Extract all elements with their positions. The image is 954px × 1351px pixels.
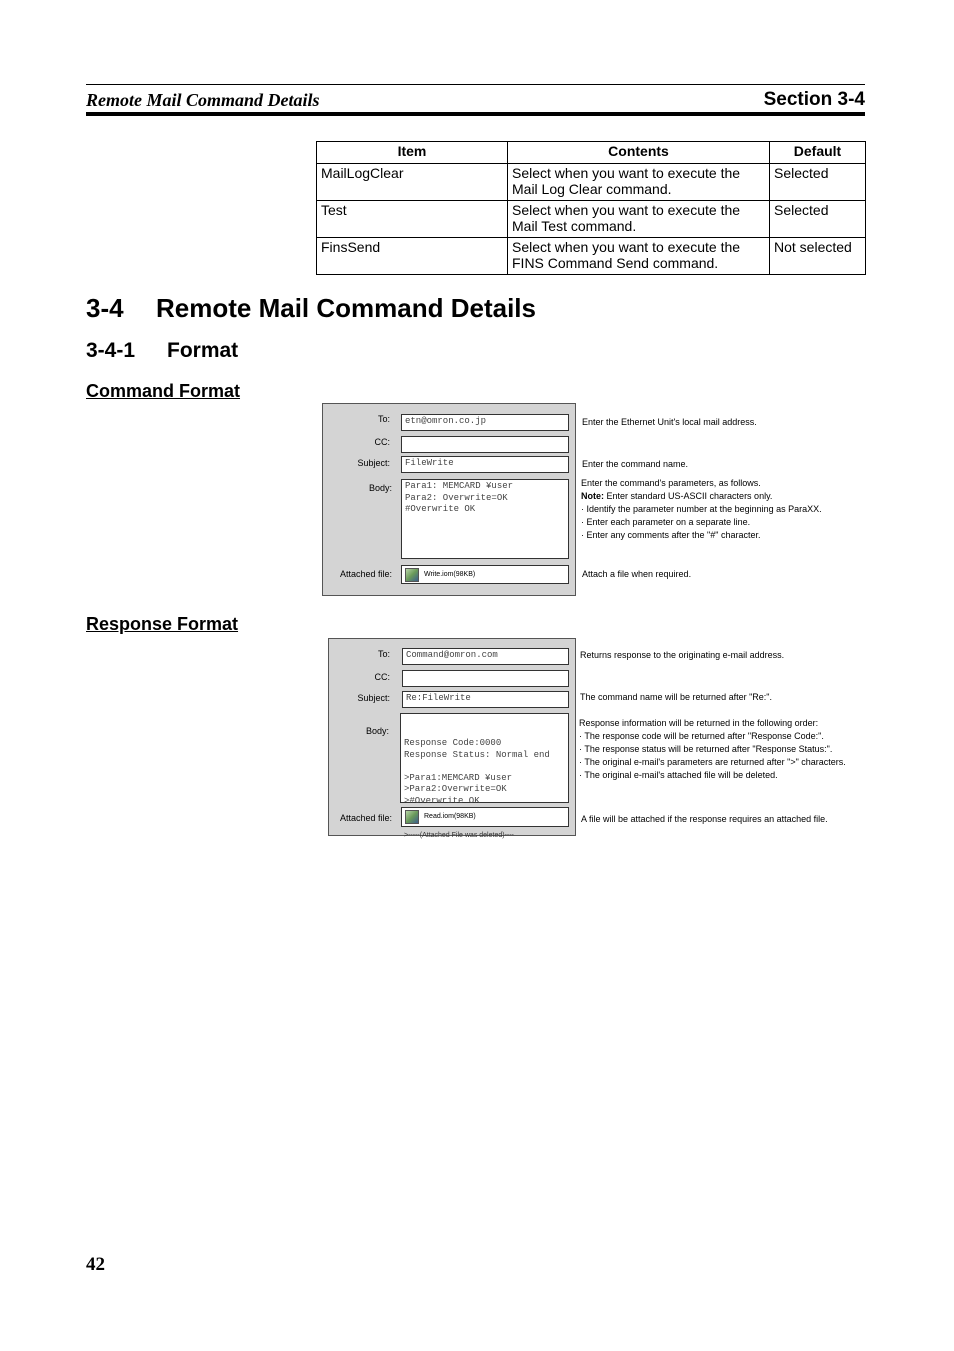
note-body-line: · Enter each parameter on a separate line.	[581, 517, 751, 527]
attached-file-name: Write.iom(98KB)	[424, 570, 476, 578]
column-header-contents: Contents	[508, 142, 770, 164]
note-body-line: Response information will be returned in the following order:	[579, 718, 819, 728]
file-icon	[405, 810, 419, 824]
column-header-item: Item	[317, 142, 508, 164]
header-rule-bottom	[86, 112, 865, 116]
subsection-number: 3-4-1	[86, 339, 136, 362]
cc-label: CC:	[374, 672, 390, 682]
response-body-text: Response Code:0000 Response Status: Normal end >Para1:MEMCARD ¥user >Para2:Overwrite=OK >#Overwrite OK	[404, 738, 550, 806]
running-header-title: Remote Mail Command Details	[86, 90, 320, 110]
file-icon	[405, 568, 419, 582]
page-number: 42	[86, 1254, 105, 1275]
response-body-deleted-line: >-----(Attached File was deleted)----	[404, 832, 514, 839]
attached-file-name: Read.iom(98KB)	[424, 813, 476, 821]
running-header-section: Section 3-4	[763, 89, 865, 110]
command-attached-file-field[interactable]	[401, 565, 569, 584]
table-cell: Select when you want to execute the Mail Test command.	[508, 201, 770, 238]
cc-label: CC:	[374, 437, 390, 447]
body-label: Body:	[365, 726, 389, 736]
note-subject: Enter the command name.	[582, 459, 689, 469]
table-row	[317, 201, 866, 238]
note-body-line: Enter the command's parameters, as follows.	[581, 478, 761, 488]
table-cell: MailLogClear	[317, 164, 508, 201]
note-to: Enter the Ethernet Unit's local mail address.	[582, 417, 757, 427]
attached-file-label: Attached file:	[339, 813, 392, 823]
note-body-line	[581, 490, 822, 503]
command-subject-field[interactable]: FileWrite	[401, 456, 569, 473]
to-label: To:	[377, 414, 390, 424]
table-cell: Not selected	[770, 238, 866, 275]
command-to-field[interactable]: etn@omron.co.jp	[401, 414, 569, 431]
note-text: Enter standard US-ASCII characters only.	[604, 491, 773, 501]
command-cc-field[interactable]	[401, 436, 569, 453]
attached-file-label: Attached file:	[339, 569, 392, 579]
note-body-line: · Enter any comments after the "#" character.	[581, 530, 761, 540]
subsection-heading	[86, 339, 238, 363]
note-body-line: · The response code will be returned after "Response Code:".	[579, 731, 824, 741]
note-body-line: · Identify the parameter number at the beginning as ParaXX.	[581, 504, 822, 514]
response-subject-field[interactable]: Re:FileWrite	[402, 691, 569, 708]
table-cell: FinsSend	[317, 238, 508, 275]
note-body-line: · The response status will be returned after "Response Status:".	[579, 744, 833, 754]
table-cell: Select when you want to execute the Mail Log Clear command.	[508, 164, 770, 201]
command-format-heading: Command Format	[86, 381, 241, 401]
parameter-table	[316, 141, 866, 275]
response-cc-field[interactable]	[402, 670, 569, 687]
note-body-line: · The original e-mail's attached file will be deleted.	[579, 770, 778, 780]
table-cell: Selected	[770, 201, 866, 238]
section-number: 3-4	[86, 293, 124, 323]
response-format-heading: Response Format	[86, 614, 239, 634]
table-cell: Selected	[770, 164, 866, 201]
body-label: Body:	[368, 483, 392, 493]
subject-label: Subject:	[357, 693, 390, 703]
note-to: Returns response to the originating e-mail address.	[580, 650, 785, 660]
note-body	[581, 477, 822, 542]
note-label: Note:	[581, 491, 604, 501]
subject-label: Subject:	[357, 458, 390, 468]
table-row	[317, 164, 866, 201]
table-cell: Select when you want to execute the FINS Command Send command.	[508, 238, 770, 275]
to-label: To:	[377, 649, 390, 659]
header-rule-top	[86, 84, 865, 85]
section-title: Remote Mail Command Details	[156, 293, 536, 323]
note-attached: Attach a file when required.	[582, 569, 692, 579]
subsection-title: Format	[167, 339, 239, 362]
column-header-default: Default	[770, 142, 866, 164]
note-body	[579, 717, 846, 782]
response-to-field[interactable]: Command@omron.com	[402, 648, 569, 665]
note-attached: A file will be attached if the response requires an attached file.	[581, 814, 828, 824]
section-heading	[86, 293, 536, 324]
response-attached-file-field[interactable]	[401, 807, 569, 827]
table-row	[317, 238, 866, 275]
note-subject: The command name will be returned after "Re:".	[580, 692, 772, 702]
table-header-row	[317, 142, 866, 164]
table-cell: Test	[317, 201, 508, 238]
note-body-line: · The original e-mail's parameters are returned after ">" characters.	[579, 757, 846, 767]
command-body-field[interactable]: Para1: MEMCARD ¥user Para2: Overwrite=OK #Overwrite OK	[401, 479, 569, 559]
